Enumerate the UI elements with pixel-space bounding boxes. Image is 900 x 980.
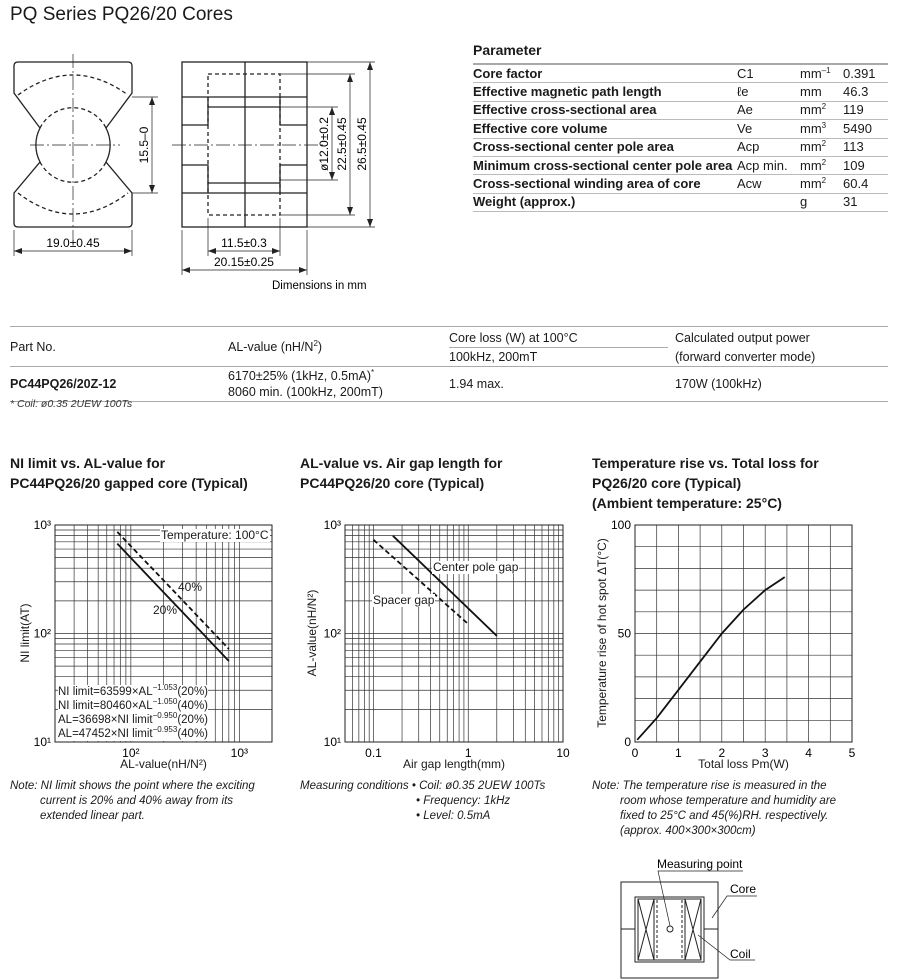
y-tick-label: 10¹ [323,735,341,749]
parameter-table [473,63,888,212]
grid [345,525,563,742]
header-core-loss-conditions: 100kHz, 200mT [449,350,538,364]
header-al-value [228,327,449,367]
parameter-title: Parameter [473,42,542,58]
header-al-value-sup: 2 [313,338,318,348]
param-symbol: C1 [737,64,800,83]
series-line [117,532,229,649]
formula-line: NI $limit=63599\times AL^{-1.053}(20\%)$ [58,683,209,698]
header-al-value-end: ) [317,339,323,354]
coil-label: Coil [730,947,751,961]
header-part-no: Part No. [10,339,56,354]
y-tick-label: 10¹ [33,735,51,749]
header-core-loss: Core loss (W) at 100°C [449,327,668,348]
param-symbol: Ae [737,101,800,119]
core-dimension-drawing [0,40,460,300]
part-number: PC44PQ26/20Z-12 [10,377,117,391]
table-row [473,101,888,119]
al-value-footnote-mark: * [371,368,375,377]
al-value-line2: 8060 min. (100kHz, 200mT) [228,385,383,399]
param-unit: $mm^3$ [800,120,843,138]
x-tick-label: 2 [718,746,726,760]
formula-line: AL=47452×NI limit$^{-0.953}$(40%) [58,725,209,740]
param-unit: $mm^2$ [800,175,843,193]
header-output-power-mode: (forward converter mode) [675,349,816,364]
chart1-ylabel: NI limit(AT) [18,603,32,663]
y-tick-label: 0 [624,735,631,749]
chart2-note: Measuring conditions • Coil: ø0.35 2UEW 100Ts • Frequency: 1kHz • Level: 0.5mA [300,780,546,822]
temperature-rise-chart [610,518,856,760]
al-value-chart [323,518,570,760]
dim-inner-height: 22.5±0.45 [335,117,349,171]
part-al-value [228,367,449,402]
core-label: Core [730,882,757,896]
param-value: 60.4 [843,175,888,193]
part-footnote: * Coil: ø0.35 2UEW 100Ts [10,398,133,410]
chart2-title: AL-value vs. Air gap length for PC44PQ26/20 core (Typical) [300,455,503,491]
center-pole-gap-label: Center pole gap [433,560,519,574]
chart3-ylabel: Temperature rise of hot spot ΔT(°C) [595,538,609,728]
grid [635,525,852,742]
param-symbol: Acp [737,138,800,156]
param-name: Effective magnetic path length [473,83,737,101]
y-tick-label: 10² [323,626,341,641]
series-40-label: 40% [178,580,203,594]
series-line [637,577,785,740]
formula-box [58,685,208,741]
x-tick-label: 3 [761,746,769,760]
param-name: Effective core volume [473,120,737,138]
part-output-power: 170W (100kHz) [675,377,762,391]
y-tick-label: 50 [617,626,631,641]
dim-width-left: 19.0±0.45 [46,236,100,250]
table-row [473,175,888,193]
param-name: Cross-sectional center pole area [473,138,737,156]
x-tick-label: 4 [805,746,812,760]
chart3-xlabel: Total loss Pm(W) [698,757,789,771]
param-unit: $mm^{-1}$ [800,64,843,83]
dim-pole-diameter: ø12.0±0.2 [317,117,331,171]
y-tick-label: 10² [33,626,51,641]
x-tick-label: 0 [631,746,639,760]
chart1-xlabel: AL-value(nH/N²) [120,757,207,771]
param-unit: mm [800,83,843,101]
y-tick-label: 10³ [323,518,341,532]
param-symbol: Ve [737,120,800,138]
dim-pole-width: 11.5±0.3 [221,236,267,250]
param-name: Weight (approx.) [473,193,737,211]
table-row [473,138,888,156]
x-tick-label: 0.1 [365,746,382,760]
chart1-note: Note: NI limit shows the point where the exciting current is 20% and 40% away from its extended linear part. [10,780,255,822]
param-value: 5490 [843,120,888,138]
measuring-point-label: Measuring point [657,857,743,871]
chart1-title: NI limit vs. AL-value for PC44PQ26/20 gapped core (Typical) [10,455,248,491]
dim-height-left: 15.5–0 [137,126,151,164]
table-row [473,193,888,211]
table-row [10,367,888,402]
x-tick-label: 10³ [230,746,249,760]
part-core-loss: 1.94 max. [449,377,504,391]
param-value: 113 [843,138,888,156]
table-row [473,64,888,83]
table-row [473,156,888,174]
param-value: 0.391 [843,64,888,83]
units-note: Dimensions in mm [272,280,367,292]
chart2-ylabel: AL-value(nH/N²) [305,589,319,677]
header-al-value-text: AL-value (nH/N [228,339,314,354]
formula-line: AL=36698×NI limit$^{-0.950}$(20%) [58,711,209,726]
param-unit: $mm^2$ [800,156,843,174]
dim-total-width: 20.15±0.25 [214,255,274,269]
param-unit: $mm^2$ [800,101,843,119]
param-symbol: ℓe [737,83,800,101]
param-value: 119 [843,101,888,119]
page-title: PQ Series PQ26/20 Cores [10,4,233,25]
param-name: Cross-sectional winding area of core [473,175,737,193]
temperature-annotation: Temperature: 100°C [161,528,269,542]
al-value-line1: 6170±25% (1kHz, 0.5mA) [228,369,372,383]
param-symbol: Acp min. [737,156,800,174]
param-value: 109 [843,156,888,174]
formula-line: NI $limit=80460\times AL^{-1.050}(40\%)$ [58,697,209,712]
x-tick-label: 1 [464,746,472,760]
x-tick-label: 10² [122,746,140,760]
param-value: 46.3 [843,83,888,101]
series-line [393,536,497,636]
series-20-label: 20% [153,603,178,617]
chart3-note: Note: The temperature rise is measured in the room whose temperature and humidity are fixed to 25°C and 45(%)RH. respectively. (approx. 400×300×300cm) [592,780,837,837]
param-unit: g [800,193,843,211]
part-table [10,326,888,402]
spacer-gap-label: Spacer gap [373,593,435,607]
param-name: Effective cross-sectional area [473,101,737,119]
param-name: Core factor [473,64,737,83]
param-name: Minimum cross-sectional center pole area [473,156,737,174]
y-tick-label: 10³ [33,518,51,532]
header-output-power: Calculated output power [675,331,810,346]
y-tick-label: 100 [610,518,631,532]
chart2-xlabel: Air gap length(mm) [402,757,506,771]
dim-outer-height: 26.5±0.45 [355,117,369,171]
x-tick-label: 10 [556,746,570,760]
table-row [473,120,888,138]
measuring-point-diagram [600,850,800,980]
param-unit: $mm^2$ [800,138,843,156]
x-tick-label: 1 [675,746,682,760]
param-symbol: Acw [737,175,800,193]
table-row [473,83,888,101]
chart3-title: Temperature rise vs. Total loss for PQ26/20 core (Typical) (Ambient temperature: 25°C) [592,455,819,511]
param-symbol [737,193,800,211]
x-tick-label: 5 [848,746,856,760]
param-value: 31 [843,193,888,211]
